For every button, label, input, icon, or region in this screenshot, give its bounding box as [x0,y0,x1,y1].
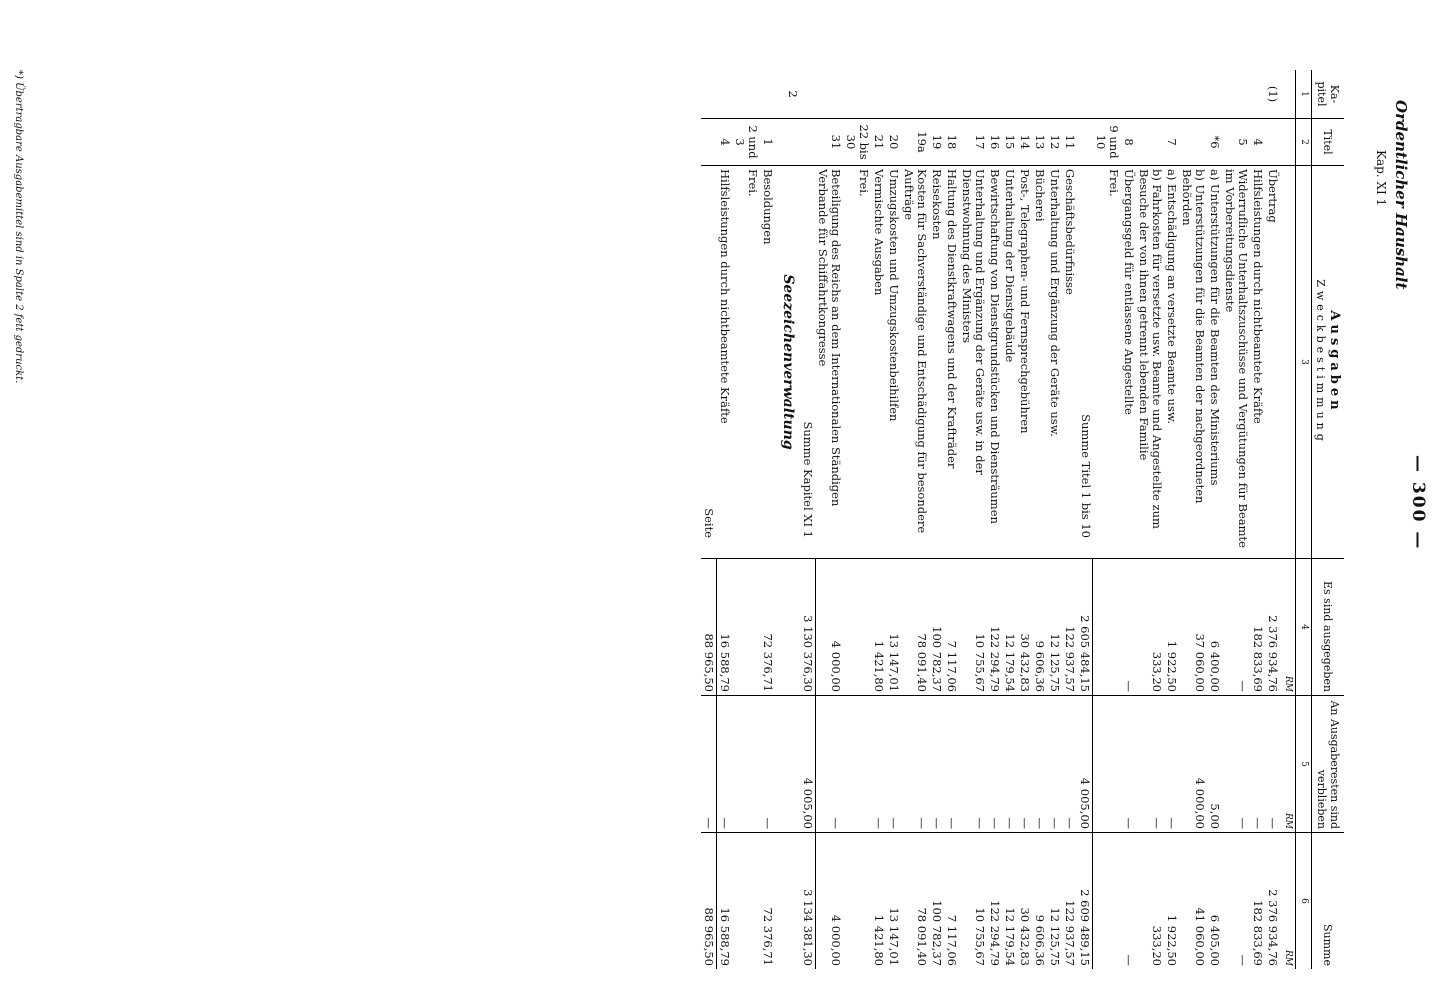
header-kapitel: Ka-pitel [1312,70,1345,119]
table-row [1003,70,1018,969]
purpose-cell: Umzugskosten und Umzugskostenbeihilfen [887,166,902,559]
reste-cell [1093,696,1121,833]
titel-cell: 4 [1250,119,1265,166]
ausgegeben-cell [732,559,760,696]
summe-cell [732,833,760,970]
summe-cell: 12 179,54 [1003,907,1018,966]
ausgegeben-cell [1093,559,1121,696]
purpose-cell: Übertrag [1265,166,1280,559]
unit-row [1280,70,1296,969]
purpose-cell: Besoldungen [760,166,775,559]
ausgegeben-cell: 100 782,37 [930,559,945,696]
purpose-cell: Unterhaltung und Ergänzung der Geräte usw. in der Dienstwohnung des Ministers [960,166,988,559]
reste-cell: 4 005,00 [800,696,816,833]
kapitel-cell [1136,70,1164,119]
ausgegeben-cell [844,559,872,696]
purpose-cell: Bewirtschaftung von Dienstgrundstücken und Diensträumen [988,166,1003,559]
titel-cell: 14 [1018,119,1033,166]
reste-cell: — [1250,696,1265,833]
reste-cell: — [960,696,988,833]
table-row [930,70,945,969]
reste-cell: — [1018,696,1033,833]
titel-cell: 1 [760,119,775,166]
section-heading-row [775,70,800,969]
sum-row [800,70,816,969]
unit-label: RM [1283,950,1293,966]
column-number: 3 [1296,166,1312,559]
purpose-cell: Übergangsgeld für entlassene Angestellte [1121,166,1136,559]
summe-cell: 3 134 381,30 [800,833,816,970]
summe-cell: 78 091,40 [915,907,930,966]
reste-cell: — [760,696,775,833]
table-body [701,70,1280,969]
titel-cell: 18 [945,119,960,166]
titel-cell [775,119,800,166]
purpose-cell: Post-, Telegraphen- und Fernsprechgebühren [1018,166,1033,559]
summe-cell: 1 421,80 [872,914,887,966]
titel-cell [1078,119,1094,166]
summe-cell: 4 000,00 [829,914,844,966]
kapitel-cell [1048,70,1063,119]
reste-cell: — [1164,696,1179,833]
header-ausgaben: Ausgaben [1327,310,1342,414]
summe-cell: 72 376,71 [761,907,775,966]
titel-cell: 5 [1222,119,1250,166]
kapitel-cell [816,70,844,119]
titel-cell: 15 [1003,119,1018,166]
summe-cell: 1 922,50 [1165,914,1179,966]
column-number: 2 [1296,119,1312,166]
page-title: Ordentlicher Haushalt [1392,100,1410,290]
ausgegeben-cell: 16 588,79 [717,559,733,696]
kapitel-cell [1250,70,1265,119]
kapitel-cell [717,70,733,119]
titel-cell: 21 [872,119,887,166]
ausgegeben-cell: 122 937,57 [1063,559,1078,696]
table-row [844,70,872,969]
titel-cell: 13 [1033,119,1048,166]
purpose-cell: b) Fahrkosten für versetzte usw. Beamte und Angestellte zum Besuche der von ihnen getrennt lebenden Familie [1136,166,1164,559]
summe-cell: 41 060,00 [1193,907,1207,966]
kapitel-cell [1121,70,1136,119]
purpose-cell: Beteiligung des Reichs an dem Internationalen Ständigen Verbande für Schiffahrtkongresse [816,166,844,559]
summe-cell: 13 147,01 [887,907,902,966]
table-row [816,70,844,969]
purpose-cell: Geschäftsbedürfnisse [1063,166,1078,559]
footnote: *) Übertragbare Ausgabemittel sind in Spalte 2 fett gedruckt. [13,70,24,384]
kapitel-cell: 2 [775,70,800,119]
table-row [732,70,760,969]
titel-cell: 20 [887,119,902,166]
purpose-cell: Unterhaltung und Ergänzung der Geräte usw. [1048,166,1063,559]
titel-cell: 19a [902,119,930,166]
table-header-row [1312,70,1345,969]
header-purpose [1312,166,1345,559]
ausgegeben-cell: 88 965,50 [701,559,717,696]
ausgegeben-cell: 122 294,79 [988,559,1003,696]
ausgegeben-cell: 2 376 934,76 [1265,559,1280,696]
table-row [1033,70,1048,969]
header-summe: Summe [1312,833,1345,970]
summe-cell: 6 405,00 [1208,914,1222,966]
ausgegeben-cell: 7 117,06 [945,559,960,696]
kapitel-cell [1078,70,1094,119]
purpose-cell: Seite [701,166,717,559]
reste-cell: — [1063,696,1078,833]
summe-cell: 7 117,06 [945,914,960,966]
reste-cell: — [930,696,945,833]
ausgegeben-cell: 1 922,50 [1164,559,1179,696]
table-row [1048,70,1063,969]
ausgegeben-cell: 12 125,75 [1048,559,1063,696]
page-subtitle: Kap. XI 1 [1374,150,1388,207]
reste-cell: — [816,696,844,833]
purpose-cell: Bücherei [1033,166,1048,559]
kapitel-cell [1003,70,1018,119]
reste-cell: 4 005,00 [1078,696,1094,833]
titel-cell: 11 [1063,119,1078,166]
column-number-row [1296,70,1312,969]
titel-cell: 2 und 3 [732,119,760,166]
summe-cell: 30 432,83 [1018,907,1033,966]
purpose-cell: Vermischte Ausgaben [872,166,887,559]
titel-cell: *6 [1207,119,1222,166]
ausgegeben-cell: 333,20 [1136,559,1164,696]
purpose-cell: Widerrufliche Unterhaltszuschüsse und Vergütungen für Beamte im Vorbereitungsdienste [1222,166,1250,559]
titel-cell: 17 [960,119,988,166]
kapitel-cell [1207,70,1222,119]
titel-cell [1265,119,1280,166]
table-row [1222,70,1250,969]
purpose-cell: Frei. [1093,166,1121,559]
reste-cell: 5,00 [1207,696,1222,833]
reste-cell: — [887,696,902,833]
summe-cell: 182 833,69 [1251,900,1265,966]
summe-cell: 100 782,37 [930,900,945,966]
purpose-cell: Seezeichenverwaltung [775,166,800,559]
kapitel-cell [1018,70,1033,119]
table-row [945,70,960,969]
kapitel-cell [701,70,717,119]
kapitel-cell [872,70,887,119]
kapitel-cell [902,70,930,119]
table-row [717,70,733,969]
purpose-cell: Summe Kapitel XI 1 [800,166,816,559]
unit-label: RM [1280,696,1296,833]
page-number: — 300 — [1408,455,1428,551]
ausgegeben-cell: 78 091,40 [902,559,930,696]
ausgegeben-cell: 37 060,00 [1179,559,1207,696]
titel-cell: 4 [717,119,733,166]
ausgegeben-cell: 30 432,83 [1018,559,1033,696]
carry-over-row [1265,70,1280,969]
table-row [988,70,1003,969]
header-reste: An Ausgaberesten sind verblieben [1312,696,1345,833]
summe-cell [844,833,872,970]
ausgegeben-cell: 9 606,36 [1033,559,1048,696]
ausgegeben-cell: 2 605 484,15 [1078,559,1094,696]
header-zweckbestimmung: Zweckbestimmung [1314,279,1327,445]
purpose-cell: Hilfsleistungen durch nichtbeamtete Kräfte [1250,166,1265,559]
kapitel-cell [1093,70,1121,119]
titel-cell: 9 und 10 [1093,119,1121,166]
reste-cell: — [1121,696,1136,833]
titel-cell: 22 bis 30 [844,119,872,166]
unit-label: RM [1280,559,1296,696]
reste-cell: — [1222,696,1250,833]
sum-row [1078,70,1094,969]
ausgegeben-cell: 72 376,71 [760,559,775,696]
ausgegeben-cell: 3 130 376,30 [800,559,816,696]
ausgegeben-cell: 182 833,69 [1250,559,1265,696]
column-number: 5 [1296,696,1312,833]
summe-cell: 2 609 489,15 [1078,833,1094,970]
purpose-cell: Kosten für Sachverständige und Entschädigung für besondere Aufträge [902,166,930,559]
ausgegeben-cell [775,559,800,696]
kapitel-cell [1179,70,1207,119]
purpose-cell: b) Unterstützungen für die Beamten der nachgeordneten Behörden [1179,166,1207,559]
kapitel-cell: (1) [1265,70,1280,119]
reste-cell: 4 000,00 [1179,696,1207,833]
table-row [1121,70,1136,969]
summe-cell: 16 588,79 [718,907,732,966]
titel-cell [1136,119,1164,166]
purpose-cell: Summe Titel 1 bis 10 [1078,166,1094,559]
kapitel-cell [930,70,945,119]
titel-cell [1179,119,1207,166]
titel-cell: 12 [1048,119,1063,166]
reste-cell: — [1136,696,1164,833]
purpose-cell: a) Unterstützungen für die Beamten des Ministeriums [1207,166,1222,559]
purpose-cell: Reisekosten [930,166,945,559]
summe-cell: 2 376 934,76 [1266,889,1280,966]
reste-cell [844,696,872,833]
kapitel-cell [760,70,775,119]
summe-cell: 9 606,36 [1033,914,1048,966]
kapitel-cell [800,70,816,119]
ausgegeben-cell: 4 000,00 [816,559,844,696]
summe-cell: 88 965,50 [701,833,717,970]
table-row [902,70,930,969]
ausgegeben-cell: — [1121,559,1136,696]
summe-cell: 122 937,57 [1063,900,1078,966]
titel-cell: 31 [816,119,844,166]
kapitel-cell [1222,70,1250,119]
reste-cell: — [701,696,717,833]
ausgegeben-cell: — [1222,559,1250,696]
titel-cell: 8 [1121,119,1136,166]
table-row [760,70,775,969]
summe-cell: — [1236,954,1250,966]
reste-cell: — [988,696,1003,833]
titel-cell [800,119,816,166]
ausgegeben-cell: 13 147,01 [887,559,902,696]
column-number: 6 [1296,833,1312,970]
table-row [1179,70,1207,969]
purpose-cell: Unterhaltung der Dienstgebäude [1003,166,1018,559]
reste-cell [732,696,760,833]
table-row [872,70,887,969]
summe-cell: 12 125,75 [1048,907,1063,966]
titel-cell: 16 [988,119,1003,166]
purpose-cell: Frei. [844,166,872,559]
table-row [1250,70,1265,969]
kapitel-cell [732,70,760,119]
titel-cell: 7 [1164,119,1179,166]
titel-cell [701,119,717,166]
reste-cell: — [1048,696,1063,833]
ausgegeben-cell: 12 179,54 [1003,559,1018,696]
summe-cell: 122 294,79 [988,900,1003,966]
table-row [960,70,988,969]
reste-cell: — [1033,696,1048,833]
purpose-cell: a) Entschädigung an versetzte Beamte usw. [1164,166,1179,559]
purpose-cell: Hilfsleistungen durch nichtbeamtete Kräfte [717,166,733,559]
summe-cell: 333,20 [1150,925,1164,966]
table-row [1136,70,1164,969]
summe-cell [1093,833,1121,970]
reste-cell [775,696,800,833]
reste-cell: — [1003,696,1018,833]
table-row [1207,70,1222,969]
reste-cell: — [717,696,733,833]
purpose-cell: Haltung des Dienstkraftwagens und der Krafträder [945,166,960,559]
reste-cell: — [945,696,960,833]
budget-table [701,70,1344,969]
kapitel-cell [960,70,988,119]
table-row [1063,70,1078,969]
sum-row [701,70,717,969]
column-number: 4 [1296,559,1312,696]
kapitel-cell [887,70,902,119]
header-ausgegeben: Es sind ausgegeben [1312,559,1345,696]
kapitel-cell [945,70,960,119]
kapitel-cell [1164,70,1179,119]
table-row [887,70,902,969]
reste-cell: — [902,696,930,833]
summe-cell: — [1122,954,1136,966]
purpose-cell: Frei. [732,166,760,559]
header-titel: Titel [1312,119,1345,166]
ausgegeben-cell: 1 421,80 [872,559,887,696]
reste-cell: — [1265,696,1280,833]
reste-cell: — [872,696,887,833]
kapitel-cell [1063,70,1078,119]
kapitel-cell [1033,70,1048,119]
summe-cell: 10 755,67 [973,907,988,966]
table-row [1018,70,1033,969]
titel-cell: 19 [930,119,945,166]
kapitel-cell [844,70,872,119]
kapitel-cell [988,70,1003,119]
summe-cell [775,833,800,970]
table-row [1164,70,1179,969]
ausgegeben-cell: 6 400,00 [1207,559,1222,696]
ausgegeben-cell: 10 755,67 [960,559,988,696]
table-row [1093,70,1121,969]
column-number: 1 [1296,70,1312,119]
